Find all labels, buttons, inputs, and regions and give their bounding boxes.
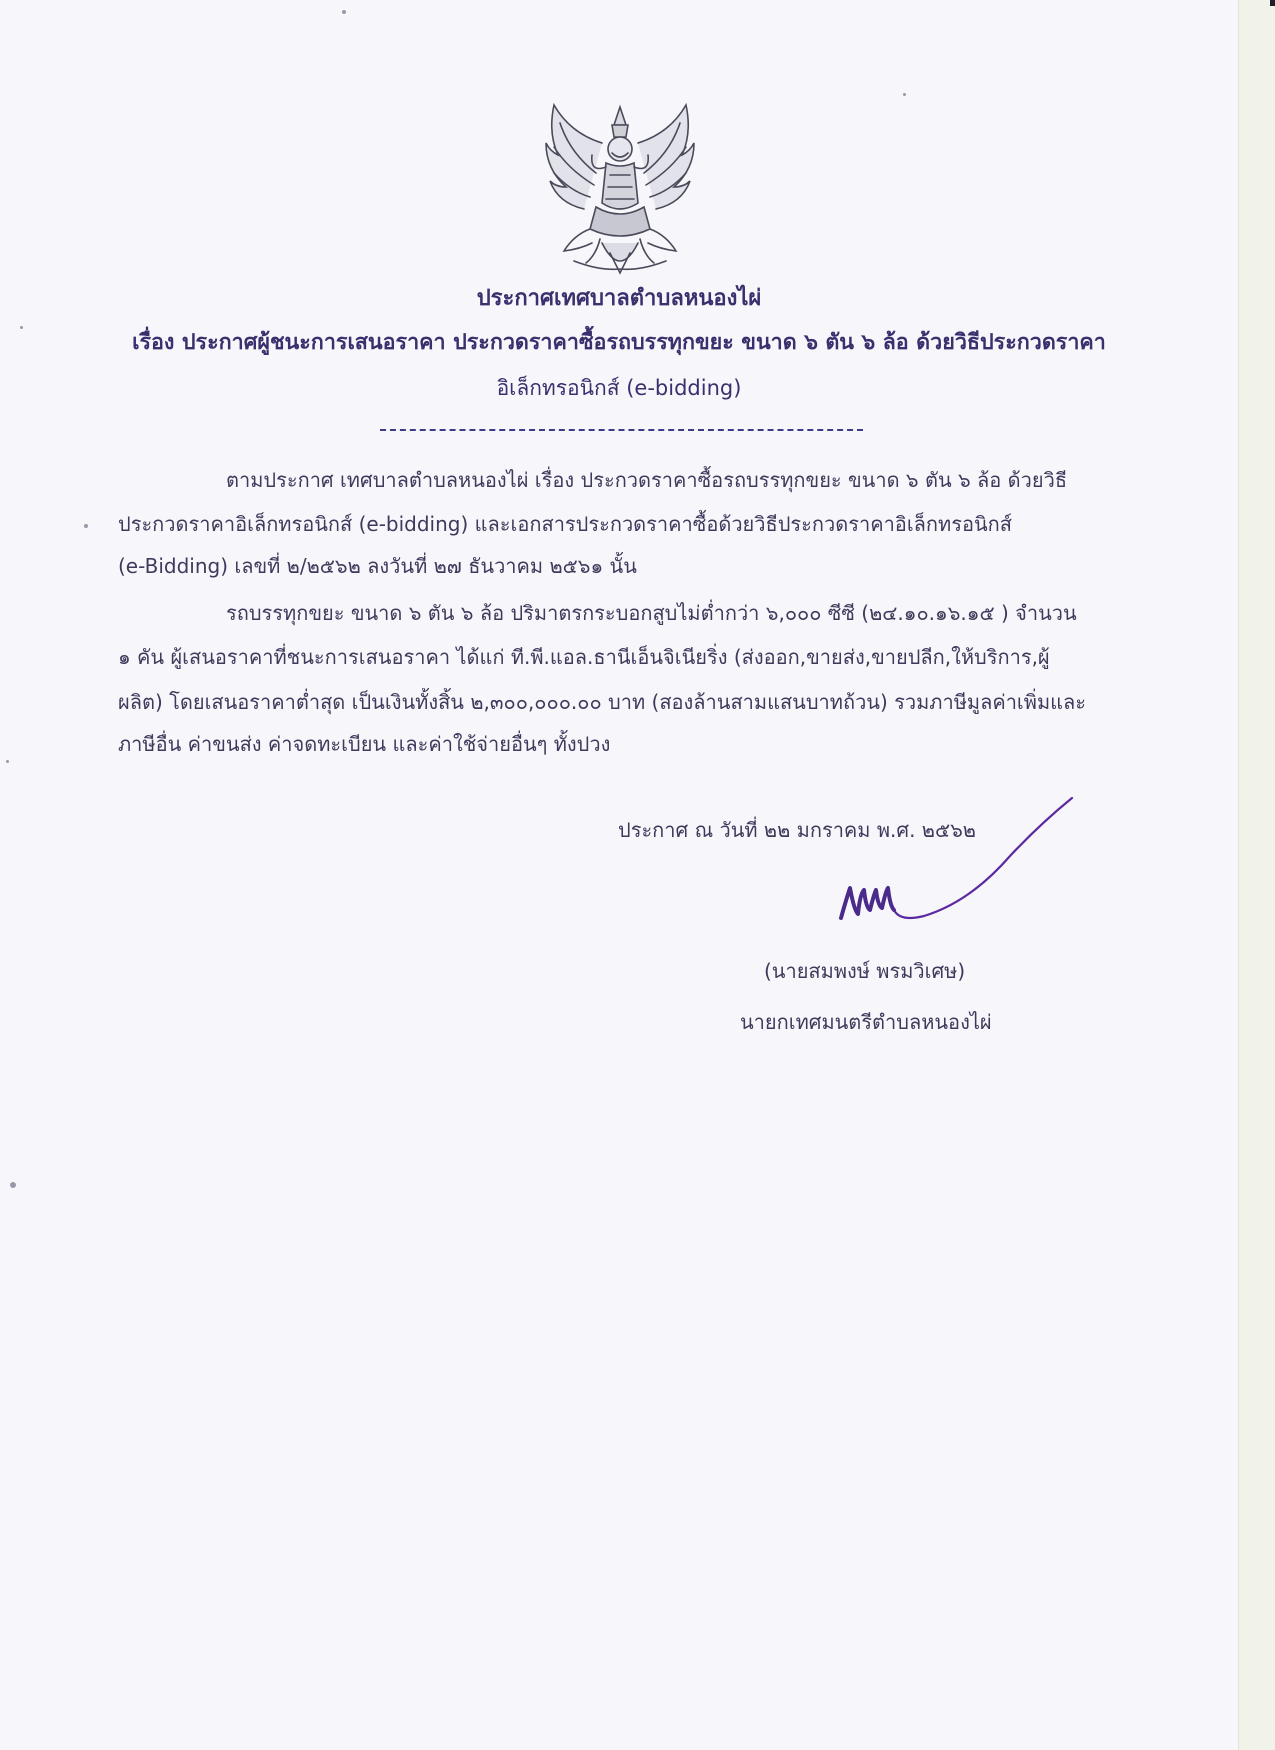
signer-name: (นายสมพงษ์ พรมวิเศษ) <box>764 959 966 983</box>
handwritten-signature <box>830 790 1080 920</box>
body-line: (e-Bidding) เลขที่ ๒/๒๕๖๒ ลงวันที่ ๒๗ ธันวาคม ๒๕๖๑ นั้น <box>118 554 637 578</box>
signer-title: นายกเทศมนตรีตำบลหนองไผ่ <box>740 1010 992 1034</box>
announcement-subject: เรื่อง ประกาศผู้ชนะการเสนอราคา ประกวดราคาซื้อรถบรรทุกขยะ ขนาด ๖ ตัน ๖ ล้อ ด้วยวิธีประกวดราคา <box>132 330 1106 355</box>
paper-speck <box>20 326 23 329</box>
scan-corner-mark <box>1270 0 1275 6</box>
body-line: ตามประกาศ เทศบาลตำบลหนองไผ่ เรื่อง ประกวดราคาซื้อรถบรรทุกขยะ ขนาด ๖ ตัน ๖ ล้อ ด้วยวิธี <box>226 468 1068 492</box>
dashed-divider <box>380 429 863 431</box>
announcement-subject-continued: อิเล็กทรอนิกส์ (e-bidding) <box>496 376 742 400</box>
body-line: ผลิต) โดยเสนอราคาต่ำสุด เป็นเงินทั้งสิ้น ๒,๓๐๐,๐๐๐.๐๐ บาท (สองล้านสามแสนบาทถ้วน) รวมภาษีมูลค่าเพิ่มและ <box>118 690 1087 714</box>
body-line: ประกวดราคาอิเล็กทรอนิกส์ (e-bidding) และเอกสารประกวดราคาซื้อด้วยวิธีประกวดราคาอิเล็กทรอนิกส์ <box>118 512 1012 536</box>
page-edge <box>1238 0 1275 1750</box>
paper-speck <box>342 10 346 14</box>
announcement-title: ประกาศเทศบาลตำบลหนองไผ่ <box>476 286 762 311</box>
announcement-date: ประกาศ ณ วันที่ ๒๒ มกราคม พ.ศ. ๒๕๖๒ <box>618 818 976 842</box>
paper-speck <box>10 1182 16 1188</box>
body-line: รถบรรทุกขยะ ขนาด ๖ ตัน ๖ ล้อ ปริมาตรกระบอกสูบไม่ต่ำกว่า ๖,๐๐๐ ซีซี (๒๔.๑๐.๑๖.๑๕ ) จำนวน <box>226 601 1077 625</box>
body-line: ภาษีอื่น ค่าขนส่ง ค่าจดทะเบียน และค่าใช้จ่ายอื่นๆ ทั้งปวง <box>118 732 611 756</box>
paper-speck <box>903 93 906 96</box>
paper-speck <box>6 760 9 763</box>
paper-speck <box>84 524 88 528</box>
garuda-emblem-icon <box>540 103 700 278</box>
body-line: ๑ คัน ผู้เสนอราคาที่ชนะการเสนอราคา ได้แก่ ที.พี.แอล.ธานีเอ็นจิเนียริ่ง (ส่งออก,ขายส่ง,ขายปลีก,ให้บริการ,ผู้ <box>118 645 1050 669</box>
